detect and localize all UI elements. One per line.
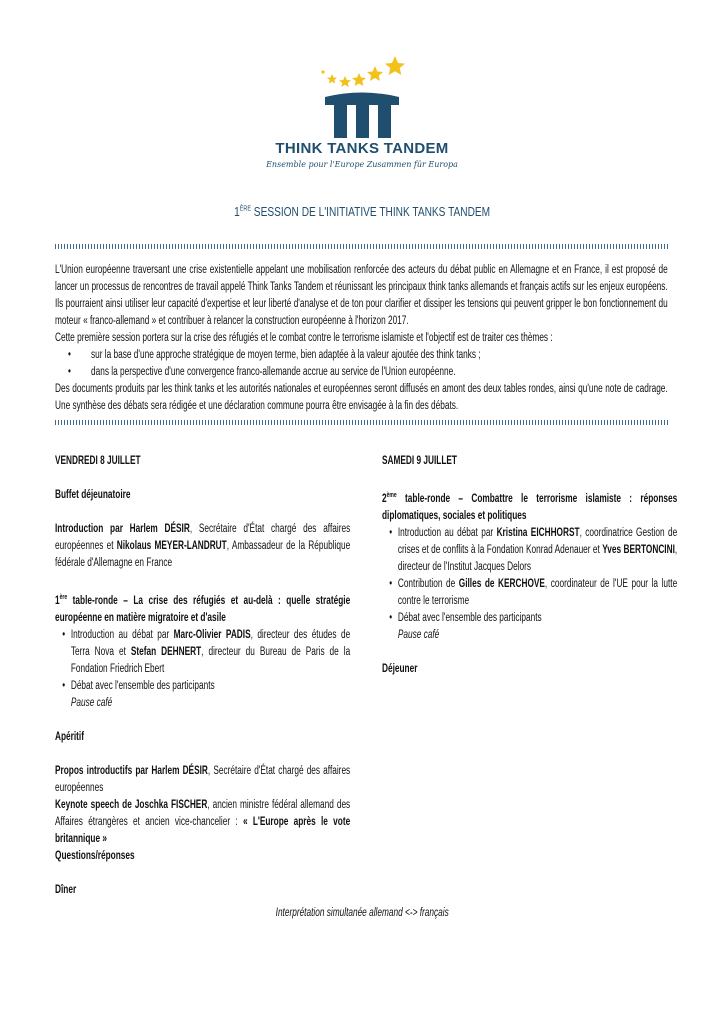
bold-text: ème: [386, 492, 397, 499]
intro-paragraph: Des documents produits par les think tanks et les autorités nationales et européennes seront diffusés en amont des deux tables rondes, ainsi qu'une note de cadrage. Une synthèse des débats sera rédigée et une déclaration commune pourra être envisagée à la fin des débats.: [55, 383, 668, 412]
agenda-bullet: [398, 576, 677, 610]
title-number: 1: [233, 204, 240, 219]
logo-tagline: Ensemble pour l'Europe Zusammen für Europa: [266, 160, 458, 169]
bold-text: Marc-Olivier PADIS: [173, 628, 251, 641]
text-run: , coordinatrice Gestion de crises et de conflits à la Fondation Konrad Adenauer et: [397, 526, 678, 556]
pause-label: [382, 627, 677, 644]
agenda-item: [55, 882, 350, 899]
agenda-item: [55, 729, 350, 746]
page-title: [0, 203, 724, 221]
text-run: , ancien ministre fédéral allemand des Affaires étrangères et ancien vice-chancelier :: [55, 798, 351, 828]
bold-text: Kristina EICHHORST: [496, 526, 580, 539]
bold-text: Déjeuner: [382, 662, 418, 675]
bold-text: table-ronde – La crise des réfugiés et au-delà : quelle stratégie européenne en matière migratoire et d'asile: [55, 594, 351, 624]
intro-paragraph: Cette première session portera sur la crise des réfugiés et le combat contre le terrorisme islamiste et l'objectif est de traiter ces thèmes :: [55, 332, 553, 344]
agenda-item: [55, 453, 350, 470]
agenda-item: [382, 487, 677, 525]
bold-text: 1: [55, 594, 60, 607]
agenda-bullet: [71, 678, 350, 695]
text-run: , coordinateur de l'UE pour la lutte contre le terrorisme: [397, 577, 678, 607]
agenda-bullet: [398, 610, 677, 627]
title-text: SESSION DE L'INITIATIVE THINK TANKS TANDEM: [250, 204, 491, 219]
text-run: Débat avec l'ensemble des participants: [70, 679, 215, 692]
saturday-program: [382, 453, 677, 695]
text-run: Pause café: [397, 628, 440, 641]
text-run: , directeur du Bureau de Paris de la Fondation Friedrich Ebert: [70, 645, 351, 675]
agenda-item: [55, 763, 350, 797]
intro-section: [55, 262, 668, 415]
stars-icon: [321, 56, 405, 87]
bold-text: Buffet déjeunatoire: [55, 489, 131, 501]
agenda-item: [55, 848, 350, 865]
bold-text: Gilles de KERCHOVE: [458, 577, 545, 590]
text-run: Contribution de: [397, 577, 459, 590]
think-tanks-tandem-logo: [262, 52, 462, 177]
dotted-divider: [55, 244, 668, 249]
title-superscript: ÈRE: [239, 205, 251, 213]
bold-text: Questions/réponses: [55, 849, 135, 862]
agenda-item: [382, 661, 677, 678]
friday-program: [55, 453, 350, 916]
text-run: , Ambassadeur de la République fédérale d'Allemagne en France: [55, 540, 351, 569]
bold-text: Dîner: [55, 883, 77, 896]
bold-text: ère: [59, 594, 68, 601]
text-run: Introduction au débat par: [397, 526, 497, 539]
bold-text: table-ronde – Combattre le terrorisme islamiste : réponses diplomatiques, sociales et politiques: [382, 492, 678, 522]
intro-bullet: • dans la perspective d'une convergence franco-allemande accrue au service de l'Union européenne.: [91, 364, 668, 381]
text-run: , directeur de l'Institut Jacques Delors: [397, 543, 678, 573]
bold-text: Stefan DEHNERT: [130, 645, 202, 658]
intro-bullet: • sur la base d'une approche stratégique de moyen terme, bien adaptée à la valeur ajoutée des think tanks ;: [91, 347, 668, 364]
footer-text: Interprétation simultanée allemand <-> français: [275, 907, 449, 919]
agenda-bullet: [398, 525, 677, 576]
agenda-item: [55, 487, 350, 504]
text-run: Pause café: [70, 696, 113, 709]
bold-text: SAMEDI 9 JUILLET: [382, 455, 457, 467]
agenda-item: [55, 589, 350, 627]
bold-text: Yves BERTONCINI: [602, 543, 675, 556]
intro-bullets: [55, 347, 668, 381]
logo-name: THINK TANKS TANDEM: [275, 140, 449, 157]
text-run: , Secrétaire d'État chargé des affaires européennes et: [55, 523, 351, 552]
bold-text: « L'Europe après le vote britannique »: [55, 815, 351, 845]
bold-text: Propos introductifs par Harlem DÉSIR: [55, 764, 208, 777]
pillars-icon: [325, 93, 399, 139]
agenda-bullet: [71, 627, 350, 678]
bold-text: Keynote speech de Joschka FISCHER: [55, 798, 208, 811]
text-run: Introduction au débat par: [70, 628, 174, 641]
dotted-divider: [55, 420, 668, 425]
agenda-item: [382, 453, 677, 470]
text-run: Débat avec l'ensemble des participants: [397, 611, 542, 624]
bold-text: Nikolaus MEYER-LANDRUT: [116, 540, 227, 552]
agenda-bullets: [382, 525, 677, 627]
text-run: , Secrétaire d'État chargé des affaires européennes: [55, 764, 351, 794]
text-run: , directeur des études de Terra Nova et: [70, 628, 351, 658]
bold-text: Apéritif: [55, 730, 84, 743]
bold-text: VENDREDI 8 JUILLET: [55, 455, 141, 467]
bold-text: 2: [382, 492, 387, 505]
agenda-item: [55, 521, 350, 572]
intro-paragraph: L'Union européenne traversant une crise existentielle appelant une mobilisation renforcée des acteurs du débat public en Allemagne et en France, il est proposé de lancer un processus de rencontres de travail appelé Think Tanks Tandem et réunissant les principaux think tanks allemands et français actifs sur les enjeux européens. Ils pourraient ainsi utiliser leur capacité d'expertise et leur liberté d'analyse et de ton pour clarifier et dissiper les tensions qui peuvent gripper le bon fonctionnement du moteur « franco-allemand » et contribuer à relancer la construction européenne à l'horizon 2017.: [55, 264, 668, 327]
agenda-item: [55, 797, 350, 848]
pause-label: [55, 695, 350, 712]
bold-text: Introduction par Harlem DÉSIR: [55, 523, 190, 535]
agenda-bullets: [55, 627, 350, 695]
interpretation-note: [0, 903, 724, 921]
